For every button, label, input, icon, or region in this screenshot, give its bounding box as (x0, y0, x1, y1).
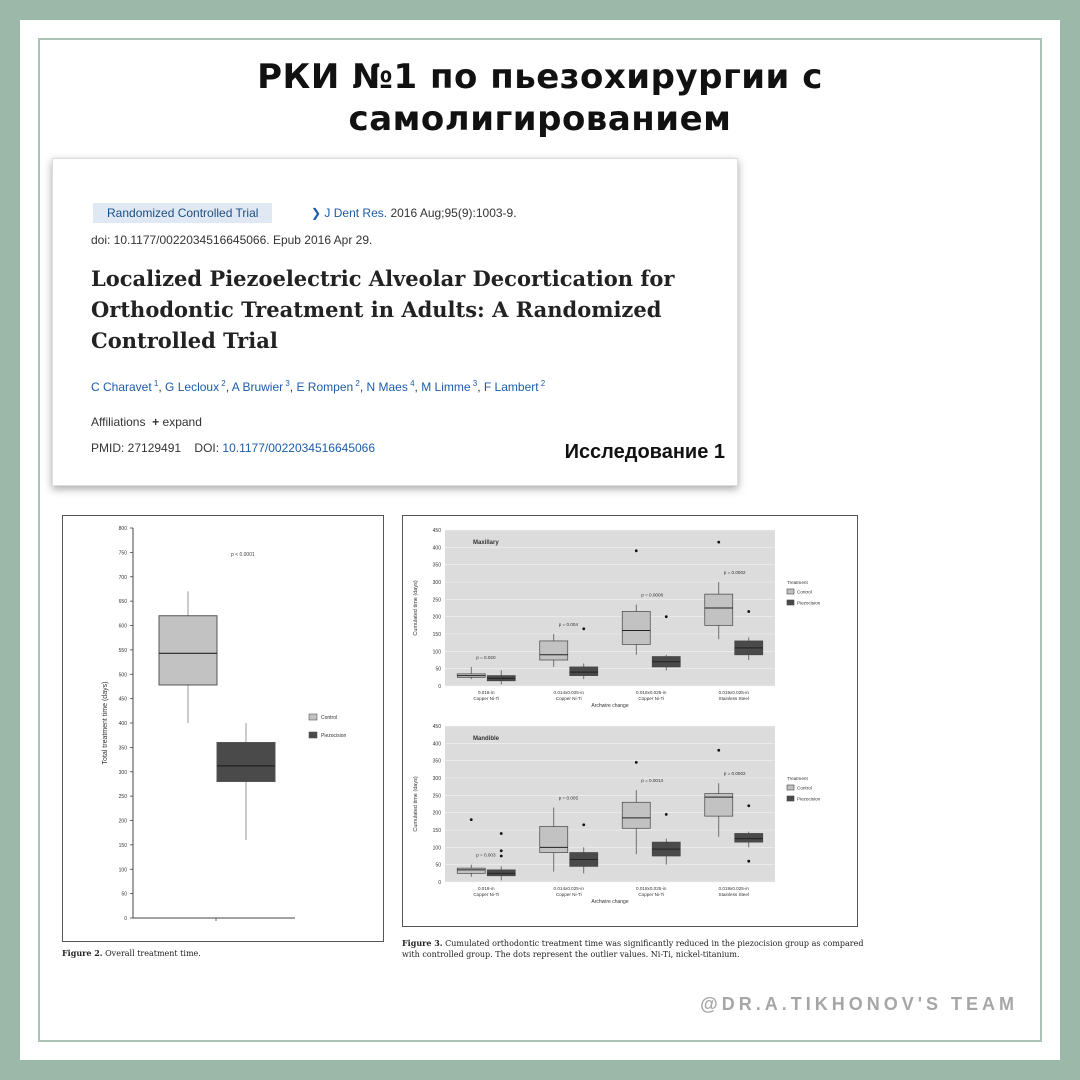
figure-3-panel (402, 515, 858, 927)
panel-title: Maxillary (473, 540, 499, 546)
y-tick-label: 300 (432, 776, 441, 782)
author-affiliation-number: 2 (538, 379, 546, 388)
author-link[interactable]: F Lambert (483, 380, 539, 394)
y-tick-label: 700 (118, 574, 127, 581)
outlier-dot (582, 627, 585, 630)
x-tick-label: Stainless Steel (718, 696, 749, 701)
pubmed-article-card (52, 158, 738, 486)
legend-swatch (309, 714, 317, 720)
y-tick-label: 350 (432, 758, 441, 765)
plus-icon[interactable]: + (152, 415, 160, 429)
doi-epub-line: doi: 10.1177/0022034516645066. Epub 2016 Apr 29. (91, 233, 373, 247)
outlier-dot (582, 823, 585, 826)
article-type-badge: Randomized Controlled Trial (93, 203, 272, 223)
y-tick-label: 300 (118, 769, 127, 776)
y-tick-label: 450 (432, 724, 441, 730)
y-tick-label: 750 (118, 550, 127, 557)
x-tick-label: 0.019x0.025-in (718, 690, 749, 695)
author-link[interactable]: E Rompen (296, 380, 354, 394)
outlier-dot (747, 804, 750, 807)
outlier-dot (717, 541, 720, 544)
legend-label: Control (797, 589, 812, 595)
box-control (159, 616, 217, 685)
y-tick-label: 800 (118, 526, 127, 532)
legend-label: Control (797, 785, 812, 791)
legend-swatch (787, 589, 794, 594)
author-separator: , (158, 380, 166, 394)
outlier-dot (747, 610, 750, 613)
y-tick-label: 400 (432, 741, 441, 748)
y-axis-label: Cumulated time (days) (413, 776, 419, 832)
x-tick-label: 0.018x0.025-in (636, 690, 667, 695)
y-tick-label: 450 (118, 696, 127, 703)
y-tick-label: 450 (432, 528, 441, 534)
author-affiliation-number: 1 (151, 379, 159, 388)
y-tick-label: 100 (432, 845, 441, 852)
y-tick-label: 0 (438, 684, 441, 690)
page-title (0, 56, 1080, 140)
x-tick-label: Copper Ni-Ti (638, 696, 665, 701)
box-control (705, 594, 733, 625)
box-piezocision (487, 870, 515, 876)
author-link[interactable]: N Maes (366, 380, 408, 394)
legend-label: Piezocision (797, 600, 821, 606)
author-affiliation-number: 4 (407, 379, 415, 388)
author-separator: , (359, 380, 367, 394)
y-tick-label: 250 (118, 794, 127, 801)
figure-2-panel (62, 515, 384, 942)
box-control (622, 802, 650, 828)
y-tick-label: 150 (432, 828, 441, 834)
author-separator: , (225, 380, 232, 394)
legend-swatch (787, 785, 794, 790)
x-tick-label: 0.018-in (477, 886, 495, 891)
figure-2-caption-text: Overall treatment time. (105, 949, 201, 958)
legend-label: Control (321, 715, 338, 721)
x-tick-label: Copper Ni-Ti (555, 696, 582, 701)
y-tick-label: 200 (432, 810, 441, 817)
p-value-annotation: p = 0.0008 (641, 592, 664, 598)
y-tick-label: 350 (118, 745, 127, 752)
journal-citation: 2016 Aug;95(9):1003-9. (390, 206, 517, 220)
legend-swatch (787, 796, 794, 801)
y-tick-label: 650 (118, 599, 127, 606)
outlier-dot (665, 615, 668, 618)
panel-title: Mandible (473, 736, 500, 742)
author-affiliation-number: 2 (353, 379, 360, 388)
x-axis-label: Archwire change (591, 899, 629, 905)
title-line-2: самолигированием (348, 99, 732, 139)
y-tick-label: 400 (432, 545, 441, 552)
outlier-dot (747, 860, 750, 863)
y-axis-label: Cumulated time (days) (413, 580, 419, 636)
x-tick-label: Copper Ni-Ti (555, 892, 582, 897)
y-tick-label: 50 (435, 666, 441, 673)
y-tick-label: 350 (432, 562, 441, 569)
x-tick-label: Copper Ni-Ti (473, 892, 500, 897)
author-list (91, 379, 545, 394)
author-separator: , (414, 380, 422, 394)
y-tick-label: 0 (124, 916, 127, 922)
y-tick-label: 200 (432, 614, 441, 621)
box-control (622, 611, 650, 644)
x-tick-label: 0.014x0.025-in (553, 886, 584, 891)
y-tick-label: 300 (432, 580, 441, 586)
y-tick-label: 550 (118, 647, 127, 654)
author-affiliation-number: 3 (283, 379, 290, 388)
legend-swatch (787, 600, 794, 605)
y-tick-label: 0 (438, 880, 441, 886)
figure-2-caption (62, 948, 201, 958)
figure-2-caption-label: Figure 2. (62, 948, 103, 958)
x-axis-label: Archwire change (591, 703, 629, 709)
outlier-dot (500, 832, 503, 835)
y-tick-label: 50 (121, 891, 127, 898)
article-title: Localized Piezoelectric Alveolar Decortication for Orthodontic Treatment in Adults: A Randomized Controlled Trial (91, 266, 675, 353)
p-value-annotation: p = 0.004 (558, 622, 579, 627)
legend-title: Treatment (787, 580, 808, 585)
x-tick-label: 0.018-in (477, 690, 495, 695)
p-value-annotation: p = 0.0013 (641, 778, 664, 784)
figure-3-caption-label: Figure 3. (402, 938, 443, 948)
legend-label: Piezocision (321, 733, 347, 739)
p-value-annotation: p = 0.003 (476, 852, 496, 858)
box-control (540, 641, 568, 660)
p-value-annotation: p < 0.0001 (231, 552, 255, 558)
y-tick-label: 100 (432, 649, 441, 656)
y-tick-label: 400 (118, 721, 127, 727)
outlier-dot (635, 549, 638, 552)
x-tick-label: Copper Ni-Ti (638, 892, 665, 897)
author-link[interactable]: A Bruwier (231, 380, 284, 394)
chevron-right-icon: ❯ (311, 206, 322, 220)
box-piezocision (570, 667, 598, 676)
p-value-annotation: p = 0.005 (558, 795, 579, 801)
doi-label: DOI: (194, 441, 220, 455)
study-label: Исследование 1 (564, 441, 725, 463)
box-control (540, 827, 568, 853)
y-tick-label: 100 (118, 867, 127, 874)
legend-title: Treatment (787, 776, 808, 781)
credit-watermark: @DR.A.TIKHONOV'S TEAM (700, 994, 1018, 1014)
figure-3-caption (402, 938, 872, 960)
identifiers-row (91, 441, 375, 455)
legend-swatch (309, 732, 317, 738)
y-tick-label: 200 (118, 818, 127, 825)
expand-link[interactable]: expand (162, 415, 202, 429)
author-link[interactable]: C Charavet (91, 380, 152, 394)
p-value-annotation: p = 0.0002 (723, 570, 746, 575)
outlier-dot (635, 761, 638, 764)
x-tick-label: Stainless Steel (718, 892, 749, 897)
y-tick-label: 250 (432, 597, 441, 604)
doi-link[interactable]: 10.1177/0022034516645066 (222, 441, 376, 455)
outlier-dot (500, 855, 503, 858)
box-control (457, 868, 485, 873)
y-tick-label: 600 (118, 623, 127, 630)
y-tick-label: 150 (432, 632, 441, 638)
legend-label: Piezocision (797, 796, 821, 802)
author-separator: , (289, 380, 297, 394)
author-affiliation-number: 3 (470, 379, 478, 388)
author-affiliation-number: 2 (219, 379, 226, 388)
author-separator: , (477, 380, 484, 394)
outlier-dot (717, 749, 720, 752)
p-value-annotation: p = 0.0002 (723, 771, 746, 777)
author-link[interactable]: M Limme (421, 380, 471, 394)
title-line-1: РКИ №1 по пьезохирургии с (257, 57, 823, 97)
x-tick-label: 0.019x0.025-in (718, 886, 749, 891)
y-tick-label: 500 (118, 672, 127, 679)
box-piezocision (735, 833, 763, 842)
y-tick-label: 250 (432, 793, 441, 800)
x-tick-label: Copper Ni-Ti (473, 696, 500, 701)
outlier-dot (500, 849, 503, 852)
author-link[interactable]: G Lecloux (165, 380, 220, 394)
pmid: PMID: 27129491 (91, 441, 182, 455)
outlier-dot (470, 818, 473, 821)
journal-link[interactable]: J Dent Res. (324, 206, 388, 220)
y-tick-label: 50 (435, 862, 441, 869)
figure-2-chart (63, 516, 383, 941)
x-tick-label: 0.018x0.025-in (636, 886, 667, 891)
affiliations-row (91, 415, 202, 429)
p-value-annotation: p = 0.020 (476, 654, 496, 660)
figure-3-chart (403, 516, 857, 926)
outlier-dot (665, 813, 668, 816)
box-piezocision (217, 743, 275, 782)
y-tick-label: 150 (118, 842, 127, 849)
affiliations-label: Affiliations (91, 415, 146, 429)
x-tick-label: 0.014x0.025-in (553, 690, 584, 695)
figure-3-caption-text: Cumulated orthodontic treatment time was significantly reduced in the piezocision group as compared with controlled group. The dots represent the outlier values. Ni-Ti, nickel-titanium. (402, 939, 864, 959)
y-axis-label: Total treatment time (days) (102, 681, 109, 765)
journal-reference (311, 206, 517, 220)
